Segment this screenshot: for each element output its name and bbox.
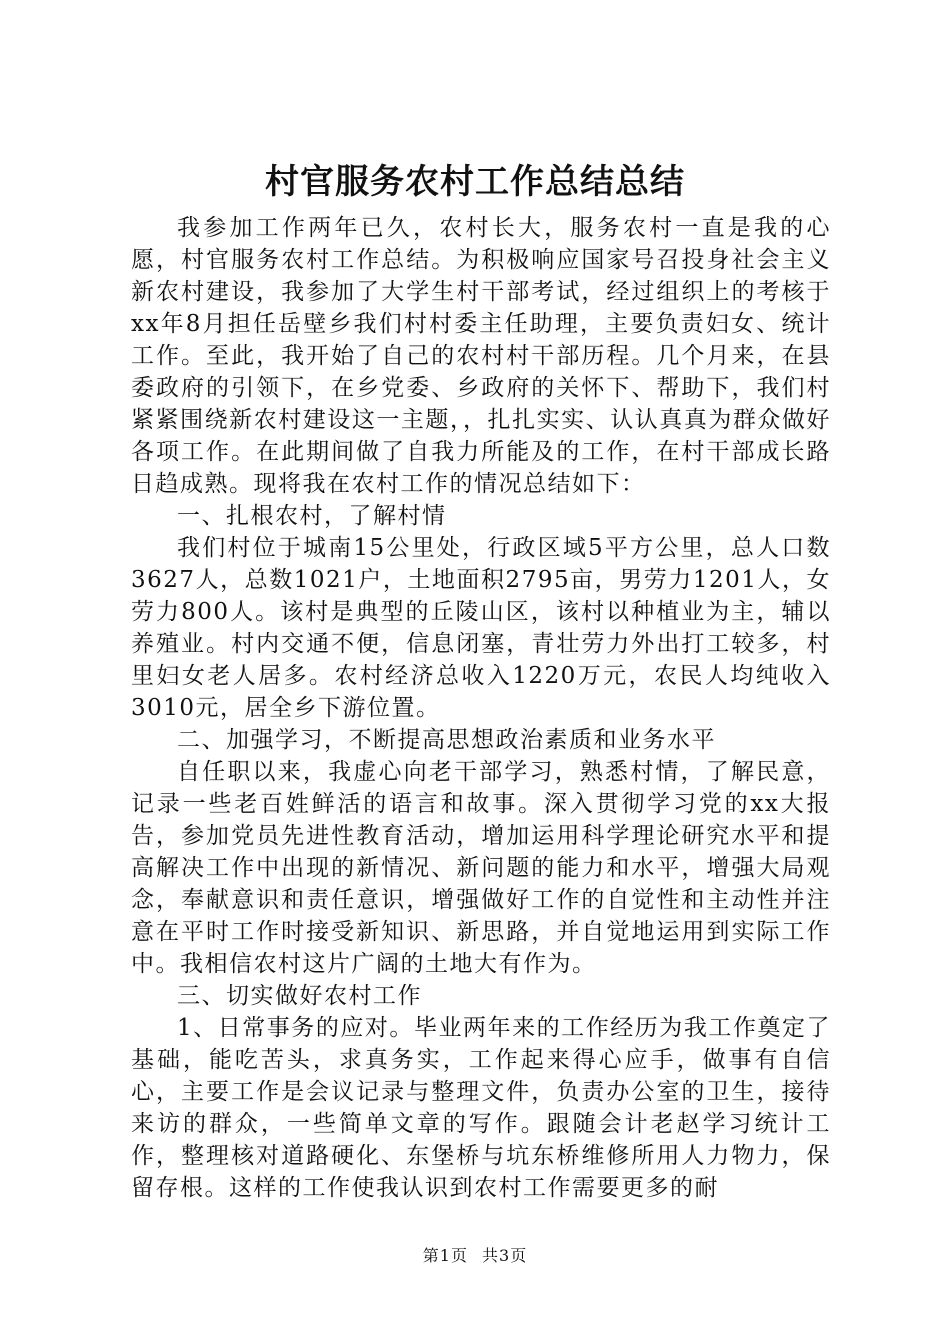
section-1-paragraph: 我们村位于城南15公里处，行政区域5平方公里，总人口数3627人，总数1021户，土地面积2795亩，男劳力1201人，女劳力800人。该村是典型的丘陵山区，该村以种植业为主，辅以养殖业。村内交通不便，信息闭塞，青壮劳力外出打工较多，村里妇女老人居多。农村经济总收入1220万元，农民人均纯收入3010元，居全乡下游位置。 [131, 535, 831, 721]
page-number: 第1页 [422, 1246, 468, 1265]
section-heading-2: 二、加强学习，不断提高思想政治素质和业务水平 [177, 727, 716, 753]
section-3-paragraph: 1、日常事务的应对。毕业两年来的工作经历为我工作奠定了基础，能吃苦头，求真务实，工作起来得心应手，做事有自信心，主要工作是会议记录与整理文件，负责办公室的卫生，接待来访的群众，一些简单文章的写作。跟随会计老赵学习统计工作，整理核对道路硬化、东堡桥与坑东桥维修所用人力物力，保留存根。这样的工作使我认识到农村工作需要更多的耐 [131, 1015, 831, 1201]
document-title: 村官服务农村工作总结总结 [265, 162, 685, 202]
page-total: 共3页 [482, 1246, 528, 1265]
page-footer [0, 1246, 950, 1266]
intro-paragraph: 我参加工作两年已久，农村长大，服务农村一直是我的心愿，村官服务农村工作总结。为积极响应国家号召投身社会主义新农村建设，我参加了大学生村干部考试，经过组织上的考核于xx年8月担任岳壁乡我们村村委主任助理，主要负责妇女、统计工作。至此，我开始了自己的农村村干部历程。几个月来，在县委政府的引领下，在乡党委、乡政府的关怀下、帮助下，我们村紧紧围绕新农村建设这一主题，，扎扎实实、认认真真为群众做好各项工作。在此期间做了自我力所能及的工作，在村干部成长路日趋成熟。现将我在农村工作的情况总结如下： [131, 215, 831, 497]
section-heading-3: 三、切实做好农村工作 [177, 983, 422, 1009]
section-heading-1: 一、扎根农村，了解村情 [177, 503, 447, 529]
document-body [131, 212, 831, 1204]
section-2-paragraph: 自任职以来，我虚心向老干部学习，熟悉村情，了解民意，记录一些老百姓鲜活的语言和故事。深入贯彻学习党的xx大报告，参加党员先进性教育活动，增加运用科学理论研究水平和提高解决工作中出现的新情况、新问题的能力和水平，增强大局观念，奉献意识和责任意识，增强做好工作的自觉性和主动性并注意在平时工作时接受新知识、新思路，并自觉地运用到实际工作中。我相信农村这片广阔的土地大有作为。 [131, 759, 831, 977]
